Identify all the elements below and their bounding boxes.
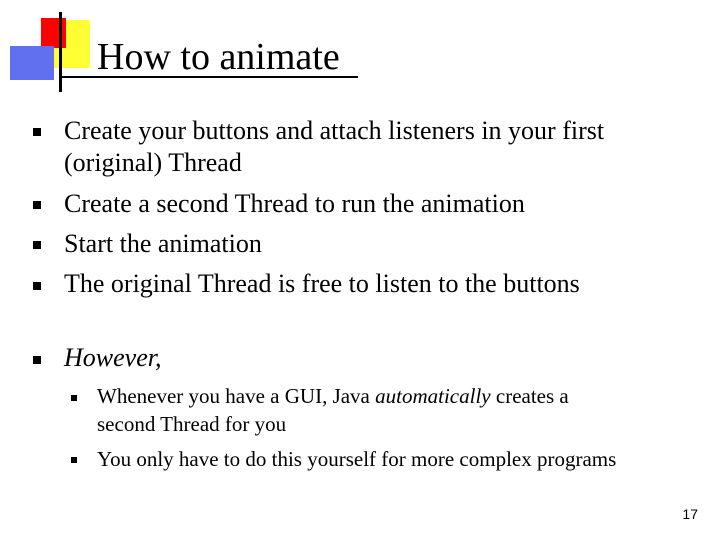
bullet-marker bbox=[33, 282, 41, 290]
bullet-marker bbox=[33, 128, 41, 136]
slide-title: How to animate bbox=[97, 36, 340, 78]
bullet-2: Create a second Thread to run the animation bbox=[64, 189, 525, 218]
decorative-corner-logo bbox=[0, 0, 90, 95]
sub-bullet-1-part-2: creates a bbox=[490, 384, 569, 408]
sub-bullet-1-part-1: Whenever you have a GUI, Java bbox=[97, 384, 376, 408]
sub-bullet-1-line-2: second Thread for you bbox=[97, 412, 287, 436]
bullet-1-line-1: Create your buttons and attach listeners in your first bbox=[64, 116, 605, 145]
bullet-marker bbox=[33, 356, 41, 364]
logo-vertical-line bbox=[59, 12, 62, 92]
sub-bullet-1-emphasis: automatically bbox=[375, 384, 491, 408]
red-square bbox=[41, 18, 66, 48]
sub-bullet-1-line-1 bbox=[97, 382, 569, 410]
blue-square bbox=[10, 46, 54, 80]
page-number: 17 bbox=[682, 506, 698, 522]
sub-bullet-2: You only have to do this yourself for more complex programs bbox=[97, 447, 617, 471]
bullet-3: Start the animation bbox=[64, 229, 262, 258]
bullet-4: The original Thread is free to listen to the buttons bbox=[64, 269, 580, 298]
bullet-marker bbox=[33, 241, 41, 249]
bullet-1-line-2: (original) Thread bbox=[64, 148, 242, 177]
sub-bullet-marker bbox=[71, 457, 77, 463]
bullet-marker bbox=[33, 201, 41, 209]
sub-bullet-marker bbox=[71, 395, 77, 401]
bullet-5: However, bbox=[64, 343, 162, 372]
